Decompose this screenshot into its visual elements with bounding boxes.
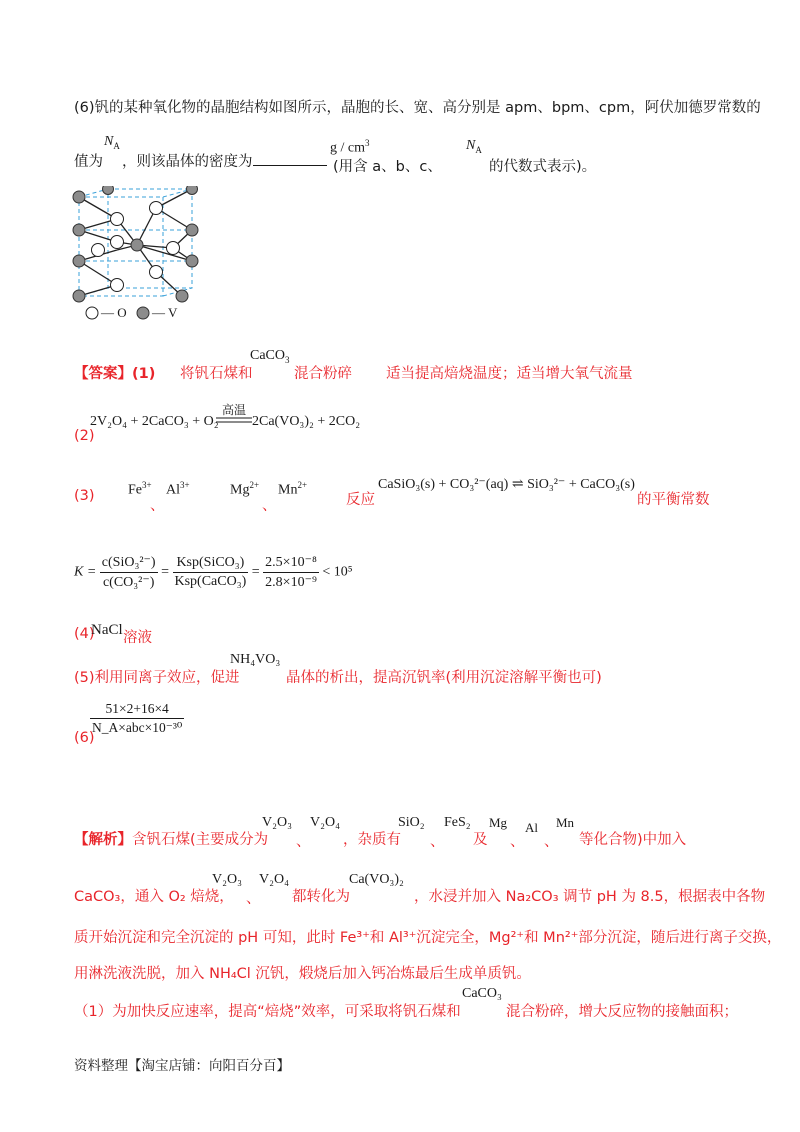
k-expression: K = $\frac{\text{c(SiO₃²⁻)}}{\text{c(CO₃²⁻)}}$ = $\frac{\text{Ksp(SiCO₃)}}{\text{Ksp(CaCO₃)}}$ = $\frac{\text{2.5×10⁻⁸}}{\text{2.8×10⁻⁹}}$ < 10⁵ <box>74 555 353 590</box>
answer-4-label: (4) <box>74 626 95 642</box>
analysis-sep2: 、 <box>430 834 445 850</box>
answer-6-label: (6) <box>74 730 95 746</box>
answer-2-equals-sign <box>216 416 252 424</box>
analysis-v2o3: V₂O₃ <box>262 815 292 830</box>
answer-3-mn: $Mn^{2+}$ <box>278 480 308 498</box>
analysis-sep3: 、 <box>510 834 525 850</box>
answer-2-label: (2) <box>74 428 95 444</box>
legend-v-label: — V <box>152 305 178 320</box>
analysis-sep4: 、 <box>544 834 559 850</box>
analysis-line2-b: 都转化为 <box>292 889 350 905</box>
q6-line1: (6)钒的某种氧化物的晶胞结构如图所示，晶胞的长、宽、高分别是 apm、bpm、cpm，阿伏加德罗常数的 <box>74 100 761 116</box>
analysis-line1-end: 等化合物)中加入 <box>579 832 687 848</box>
analysis-sep1: 、 <box>296 834 311 850</box>
analysis-impurity: ，杂质有 <box>343 832 401 848</box>
q6-line2-end: 的代数式表示)。 <box>489 159 597 175</box>
answer-5-text-b: 晶体的析出，提高沉钒率(利用沉淀溶解平衡也可) <box>286 670 602 686</box>
k-fraction-1: $\frac{\text{c(SiO₃²⁻)}}{\text{c(CO₃²⁻)}}$ <box>101 555 156 590</box>
answer-5-formula: NH₄VO₃ <box>230 652 281 667</box>
answer-3-reaction-label: 反应 <box>346 492 375 508</box>
q6-line2-prefix: 值为 <box>74 154 103 170</box>
answer-2-left: 2V₂O₄ + 2CaCO₃ + O₂ <box>90 414 219 429</box>
k-fraction-3: $\frac{\text{2.5×10⁻⁸}}{\text{2.8×10⁻⁹}}$ <box>265 555 317 590</box>
analysis-line5-caco3: CaCO₃ <box>462 986 502 1001</box>
analysis-sio2: SiO₂ <box>398 815 425 830</box>
k-fraction-2: $\frac{\text{Ksp(SiCO₃)}}{\text{Ksp(CaCO₃)}}$ <box>174 555 247 589</box>
analysis-line3: 质开始沉淀和完全沉淀的 pH 可知，此时 Fe³⁺和 Al³⁺沉淀完全，Mg²⁺和 Mn²⁺部分沉淀，随后进行离子交换， <box>74 930 782 946</box>
analysis-line2-c: ，水浸并加入 Na₂CO₃ 调节 pH 为 8.5，根据表中各物 <box>414 889 766 905</box>
analysis-line2-cavo3: Ca(VO₃)₂ <box>349 872 404 887</box>
answer-4-nacl: NaCl <box>91 622 123 638</box>
answer-3-al: $Al^{3+}$ <box>166 480 190 498</box>
answer-1-text-b: 混合粉碎 <box>294 366 352 382</box>
answer-3-equation: CaSiO₃(s) + CO₃²⁻(aq) ⇌ SiO₃²⁻ + CaCO₃(s) <box>378 477 635 492</box>
analysis-line2-a: CaCO₃，通入 O₂ 焙烧， <box>74 889 234 905</box>
analysis-line2-v2o3: V₂O₃ <box>212 872 242 887</box>
answer-3-sep1: 、 <box>150 498 165 514</box>
answer-5-text-a: (5)利用同离子效应，促进 <box>74 670 240 686</box>
analysis-al: Al <box>525 820 538 835</box>
answer-3-tail: 的平衡常数 <box>637 492 710 508</box>
answer-2-condition: 高温 <box>222 403 247 417</box>
oxygen-legend-icon <box>84 305 102 321</box>
analysis-ji: 及 <box>473 832 488 848</box>
q6-na-symbol-2: $N_A$ <box>466 138 482 155</box>
analysis-line2-sep: 、 <box>246 891 261 907</box>
answer-label: 【答案】(1) <box>74 366 156 382</box>
q6-line2-suffix: (用含 a、b、c、 <box>333 159 442 175</box>
answer-1-caco3: CaCO$_3$ <box>250 348 290 365</box>
answer-1-text-c: 适当提高焙烧温度；适当增大氧气流量 <box>386 366 633 382</box>
analysis-line1: 【解析】含钒石煤(主要成分为 <box>74 832 269 848</box>
analysis-line4: 用淋洗液洗脱，加入 NH₄Cl 沉钒，煅烧后加入钙冶炼最后生成单质钒。 <box>74 966 531 982</box>
q6-line2-mid: ，则该晶体的密度为 <box>122 150 327 171</box>
answer-2-right: 2Ca(VO₃)₂ + 2CO₂ <box>252 414 361 429</box>
analysis-line5-a: （1）为加快反应速率，提高“焙烧”效率，可采取将钒石煤和 <box>74 1004 461 1020</box>
answer-3-sep2: 、 <box>262 498 277 514</box>
answer-3-label: (3) <box>74 488 95 504</box>
vanadium-legend-icon <box>135 305 153 321</box>
analysis-mg: Mg <box>489 815 508 830</box>
legend-o-label: — O <box>101 305 127 320</box>
answer-1-text-a: 将钒石煤和 <box>180 366 253 382</box>
q6-na-symbol: $N_A$ <box>104 134 120 151</box>
footer-source: 资料整理【淘宝店铺：向阳百分百】 <box>74 1058 290 1074</box>
analysis-line5-b: 混合粉碎，增大反应物的接触面积； <box>506 1004 738 1020</box>
answer-3-fe: $Fe^{3+}$ <box>128 480 152 498</box>
analysis-v2o4: V₂O₄ <box>310 815 340 830</box>
answer-3-mg: $Mg^{2+}$ <box>230 480 260 498</box>
analysis-line2-v2o4: V₂O₄ <box>259 872 289 887</box>
answer-4-text: 溶液 <box>123 630 152 646</box>
analysis-fes2: FeS₂ <box>444 815 471 830</box>
analysis-mn: Mn <box>556 815 575 830</box>
answer-blank <box>253 151 327 166</box>
answer-6-fraction: $\frac{51\times 2+16\times 4}{\text{N\_A×abc×10⁻³⁰}}$ <box>92 701 183 735</box>
q6-unit: g / $cm^3$ <box>330 138 370 156</box>
